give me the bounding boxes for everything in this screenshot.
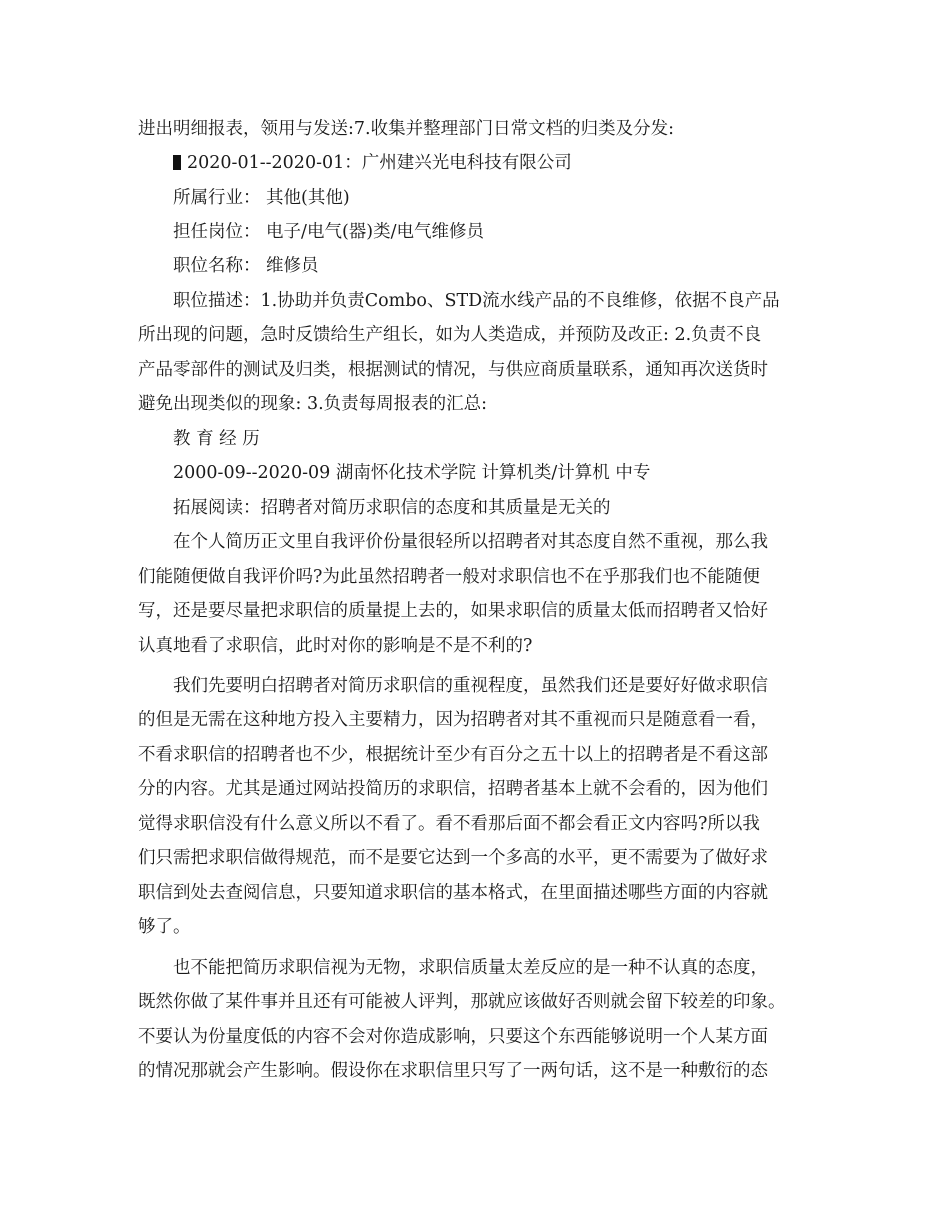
paragraph-line: 们只需把求职信做得规范，而不是要它达到一个多高的水平，更不需要为了做好求 xyxy=(138,848,768,868)
position-line: 担任岗位： 电子/电气(器)类/电气维修员 xyxy=(173,222,485,242)
extended-reading-title: 拓展阅读：招聘者对简历求职信的态度和其质量是无关的 xyxy=(173,498,611,518)
paragraph-line: 不要认为份量度低的内容不会对你造成影响，只要这个东西能够说明一个人某方面 xyxy=(138,1027,768,1047)
paragraph-line: 写，还是要尽量把求职信的质量提上去的，如果求职信的质量太低而招聘者又恰好 xyxy=(138,601,768,621)
text-line: 所出现的问题，急时反馈给生产组长，如为人类造成，并预防及改正: 2.负责不良 xyxy=(138,325,762,345)
paragraph-line: 的但是无需在这种地方投入主要精力，因为招聘者对其不重视而只是随意看一看， xyxy=(138,710,768,730)
paragraph-line: 够了。 xyxy=(138,917,191,937)
text-line: 产品零部件的测试及归类，根据测试的情况，与供应商质量联系，通知再次送货时 xyxy=(138,360,768,380)
text-line: 进出明细报表，领用与发送:7.收集并整理部门日常文档的归类及分发: xyxy=(138,119,674,139)
paragraph-line: 也不能把简历求职信视为无物，求职信质量太差反应的是一种不认真的态度， xyxy=(173,958,768,978)
paragraph-line: 认真地看了求职信，此时对你的影响是不是不利的? xyxy=(138,636,533,656)
paragraph-line: 们能随便做自我评价吗?为此虽然招聘者一般对求职信也不在乎那我们也不能随便 xyxy=(138,567,760,587)
work-entry-header xyxy=(173,153,950,173)
paragraph-line: 既然你做了某件事并且还有可能被人评判，那就应该做好否则就会留下较差的印象。 xyxy=(138,992,786,1012)
text-line: 避免出现类似的现象: 3.负责每周报表的汇总: xyxy=(138,394,488,414)
paragraph-line: 分的内容。尤其是通过网站投简历的求职信，招聘者基本上就不会看的，因为他们 xyxy=(138,779,768,799)
paragraph-line: 职信到处去查阅信息，只要知道求职信的基本格式，在里面描述哪些方面的内容就 xyxy=(138,883,768,903)
square-bullet-icon xyxy=(173,155,181,170)
education-entry: 2000-09--2020-09 湖南怀化技术学院 计算机类/计算机 中专 xyxy=(173,463,651,483)
job-title-line: 职位名称： 维修员 xyxy=(173,256,319,276)
education-heading: 教 育 经 历 xyxy=(173,429,260,449)
paragraph-line: 在个人简历正文里自我评价份量很轻所以招聘者对其态度自然不重视，那么我 xyxy=(173,532,768,552)
paragraph-line: 不看求职信的招聘者也不少，根据统计至少有百分之五十以上的招聘者是不看这部 xyxy=(138,745,768,765)
paragraph-line: 我们先要明白招聘者对简历求职信的重视程度，虽然我们还是要好好做求职信 xyxy=(173,676,768,696)
paragraph-line: 的情况那就会产生影响。假设你在求职信里只写了一两句话，这不是一种敷衍的态 xyxy=(138,1061,768,1081)
paragraph-line: 觉得求职信没有什么意义所以不看了。看不看那后面不都会看正文内容吗?所以我 xyxy=(138,814,760,834)
job-description-line: 职位描述：1.协助并负责Combo、STD流水线产品的不良维修，依据不良产品 xyxy=(173,291,780,311)
text-line: 2020-01--2020-01：广州建兴光电科技有限公司 xyxy=(187,153,572,173)
industry-line: 所属行业： 其他(其他) xyxy=(173,188,350,208)
